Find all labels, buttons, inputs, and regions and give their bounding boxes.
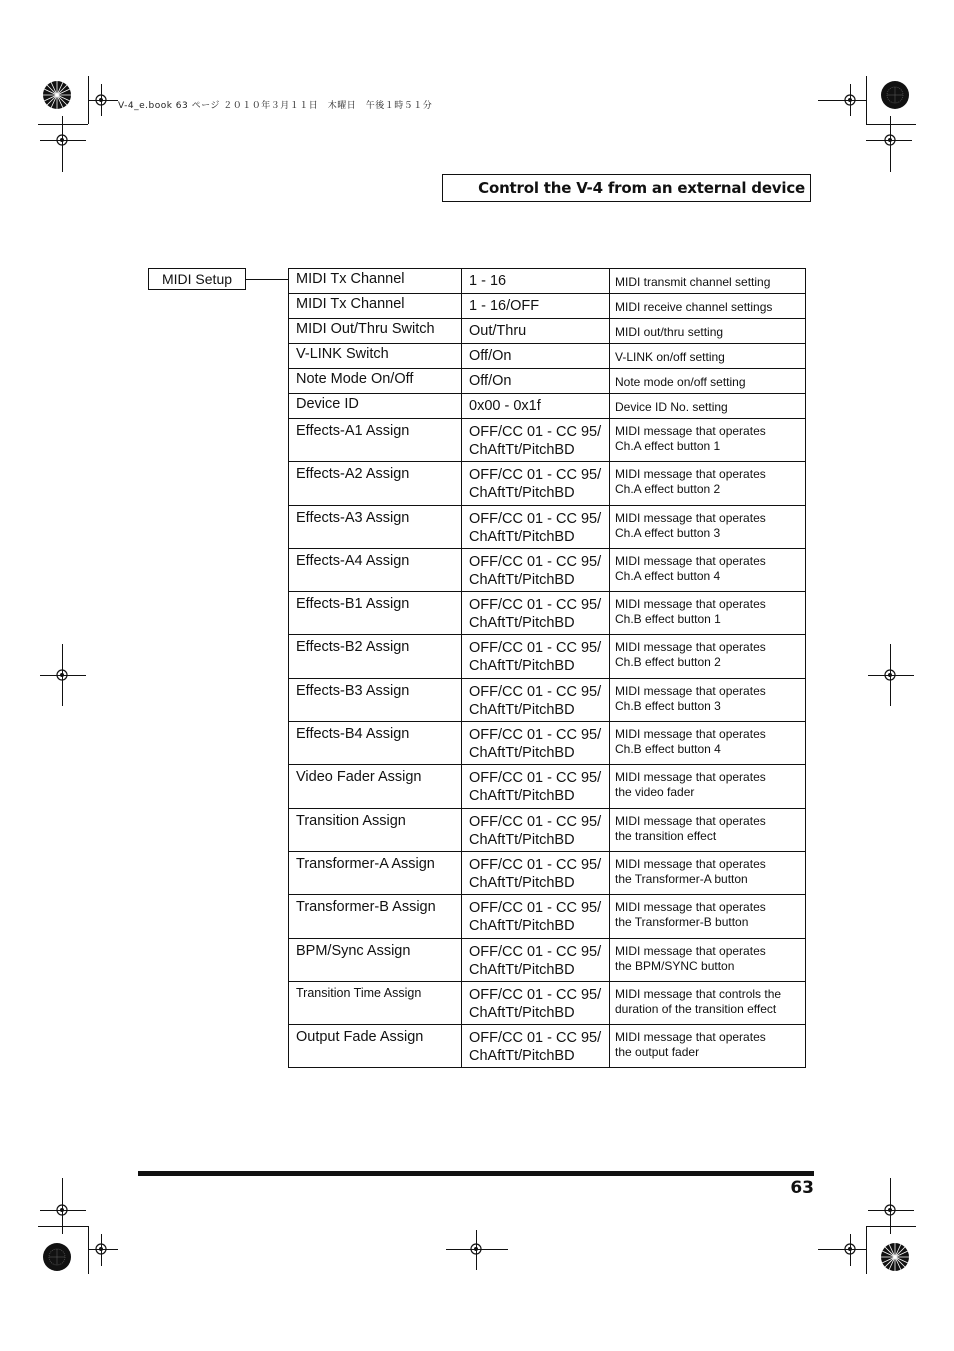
value-range-line: OFF/CC 01 - CC 95/	[469, 770, 602, 787]
value-range-line: ChAftTt/PitchBD	[469, 485, 575, 502]
registration-mark-icon	[54, 132, 70, 148]
table-row	[289, 548, 806, 591]
description	[610, 344, 806, 369]
description	[610, 269, 806, 294]
description-line: MIDI message that operates	[615, 813, 766, 828]
value-range-line: ChAftTt/PitchBD	[469, 658, 575, 675]
value-range-line: ChAftTt/PitchBD	[469, 1004, 575, 1021]
table-row	[289, 765, 806, 808]
registration-mark-icon	[54, 667, 70, 683]
param-name: Transition Assign	[289, 808, 462, 851]
param-name: Effects-B1 Assign	[289, 592, 462, 635]
page-number: 63	[790, 1178, 814, 1198]
table-row	[289, 462, 806, 505]
value-range-line: ChAftTt/PitchBD	[469, 615, 575, 632]
value-range-line: ChAftTt/PitchBD	[469, 528, 575, 545]
value-range-line: OFF/CC 01 - CC 95/	[469, 813, 602, 830]
description-line: the video fader	[615, 785, 695, 800]
description-line: the output fader	[615, 1045, 700, 1060]
description-line: Ch.B effect button 4	[615, 742, 721, 757]
description-line: MIDI message that operates	[615, 510, 766, 525]
value-range-line: OFF/CC 01 - CC 95/	[469, 467, 602, 484]
value-range-line: ChAftTt/PitchBD	[469, 788, 575, 805]
table-row	[289, 592, 806, 635]
value-range	[462, 635, 610, 678]
description-line: the BPM/SYNC button	[615, 958, 735, 973]
value-range	[462, 808, 610, 851]
value-range-line: OFF/CC 01 - CC 95/	[469, 727, 602, 744]
value-range-line: OFF/CC 01 - CC 95/	[469, 1030, 602, 1047]
value-range	[462, 851, 610, 894]
table-row	[289, 895, 806, 938]
table-row	[289, 678, 806, 721]
description-line: the Transformer-A button	[615, 871, 748, 886]
description-line: Ch.B effect button 3	[615, 698, 721, 713]
description-line: the transition effect	[615, 828, 717, 843]
table-row	[289, 294, 806, 319]
value-range-line: OFF/CC 01 - CC 95/	[469, 597, 602, 614]
description	[610, 765, 806, 808]
connector-line	[246, 279, 288, 280]
description-line: MIDI message that operates	[615, 1030, 766, 1045]
description-line: Ch.A effect button 3	[615, 525, 721, 540]
description	[610, 319, 806, 344]
value-range	[462, 548, 610, 591]
table-row	[289, 808, 806, 851]
description-line: MIDI message that operates	[615, 640, 766, 655]
description-line: the Transformer-B button	[615, 915, 749, 930]
description-line: MIDI message that operates	[615, 727, 766, 742]
value-range	[462, 462, 610, 505]
description	[610, 938, 806, 981]
table-row	[289, 369, 806, 394]
param-name: Transformer-B Assign	[289, 895, 462, 938]
param-name: MIDI Tx Channel	[289, 294, 462, 319]
table-row	[289, 1025, 806, 1068]
value-range-line: ChAftTt/PitchBD	[469, 831, 575, 848]
registration-mark-icon	[842, 92, 858, 108]
description-line: MIDI message that controls the	[615, 986, 782, 1001]
value-range-line: ChAftTt/PitchBD	[469, 874, 575, 891]
table-row	[289, 394, 806, 419]
value-range-line: Off/On	[469, 348, 512, 364]
description-line: MIDI transmit channel setting	[615, 275, 771, 289]
param-name: MIDI Tx Channel	[289, 269, 462, 294]
value-range	[462, 765, 610, 808]
description-line: MIDI message that operates	[615, 597, 766, 612]
description	[610, 981, 806, 1024]
value-range-line: OFF/CC 01 - CC 95/	[469, 900, 602, 917]
description-line: Ch.A effect button 1	[615, 439, 721, 453]
menu-label: MIDI Setup	[148, 268, 246, 290]
description-line: Ch.B effect button 1	[615, 612, 721, 627]
param-name: Effects-A4 Assign	[289, 548, 462, 591]
value-range	[462, 269, 610, 294]
description	[610, 419, 806, 462]
value-range	[462, 722, 610, 765]
description	[610, 462, 806, 505]
description-line: Ch.B effect button 2	[615, 655, 721, 670]
description	[610, 635, 806, 678]
registration-mark-icon	[882, 132, 898, 148]
value-range-line: ChAftTt/PitchBD	[469, 442, 575, 458]
description	[610, 548, 806, 591]
value-range-line: OFF/CC 01 - CC 95/	[469, 424, 602, 440]
value-range-line: ChAftTt/PitchBD	[469, 961, 575, 978]
value-range-line: Off/On	[469, 373, 512, 389]
description-line: Ch.A effect button 2	[615, 482, 721, 497]
value-range	[462, 294, 610, 319]
value-range	[462, 895, 610, 938]
description	[610, 722, 806, 765]
param-name: Device ID	[289, 394, 462, 419]
description-line: MIDI message that operates	[615, 943, 766, 958]
description	[610, 895, 806, 938]
param-name: Effects-A1 Assign	[289, 419, 462, 462]
table-row	[289, 851, 806, 894]
description-line: V-LINK on/off setting	[615, 350, 725, 364]
settings-table	[288, 268, 806, 1068]
description-line: MIDI message that operates	[615, 900, 766, 915]
value-range-line: 1 - 16	[469, 273, 507, 289]
param-name: Effects-B3 Assign	[289, 678, 462, 721]
target-circle-icon	[880, 80, 910, 110]
value-range-line: OFF/CC 01 - CC 95/	[469, 553, 602, 570]
registration-mark-icon	[93, 92, 109, 108]
target-circle-icon	[42, 1242, 72, 1272]
value-range	[462, 344, 610, 369]
param-name: Note Mode On/Off	[289, 369, 462, 394]
description-line: MIDI receive channel settings	[615, 300, 773, 314]
description	[610, 505, 806, 548]
value-range-line: ChAftTt/PitchBD	[469, 701, 575, 718]
param-name: Video Fader Assign	[289, 765, 462, 808]
description-line: Note mode on/off setting	[615, 375, 746, 389]
registration-mark-icon	[842, 1241, 858, 1257]
param-name: Effects-B4 Assign	[289, 722, 462, 765]
description	[610, 678, 806, 721]
table-row	[289, 938, 806, 981]
param-name: Effects-B2 Assign	[289, 635, 462, 678]
value-range-line: ChAftTt/PitchBD	[469, 571, 575, 588]
registration-mark-icon	[882, 1202, 898, 1218]
description	[610, 592, 806, 635]
description-line: Device ID No. setting	[615, 400, 728, 414]
registration-mark-icon	[54, 1202, 70, 1218]
table-row	[289, 722, 806, 765]
value-range-line: OFF/CC 01 - CC 95/	[469, 856, 602, 873]
value-range-line: 1 - 16/OFF	[469, 298, 540, 314]
starburst-target-icon	[42, 80, 72, 110]
description-line: MIDI message that operates	[615, 467, 766, 482]
table-row	[289, 635, 806, 678]
value-range	[462, 369, 610, 394]
table-row	[289, 319, 806, 344]
registration-mark-icon	[468, 1241, 484, 1257]
value-range	[462, 678, 610, 721]
param-name: Effects-A3 Assign	[289, 505, 462, 548]
value-range-line: OFF/CC 01 - CC 95/	[469, 943, 602, 960]
value-range-line: ChAftTt/PitchBD	[469, 745, 575, 762]
value-range	[462, 394, 610, 419]
param-name: V-LINK Switch	[289, 344, 462, 369]
value-range-line: OFF/CC 01 - CC 95/	[469, 510, 602, 527]
param-name: Transformer-A Assign	[289, 851, 462, 894]
settings-table-body	[289, 269, 806, 1068]
footer-rule	[138, 1171, 814, 1176]
param-name: Effects-A2 Assign	[289, 462, 462, 505]
value-range-line: OFF/CC 01 - CC 95/	[469, 683, 602, 700]
param-name: Transition Time Assign	[289, 981, 462, 1024]
value-range-line: 0x00 - 0x1f	[469, 398, 541, 414]
table-row	[289, 981, 806, 1024]
description-line: MIDI message that operates	[615, 856, 766, 871]
value-range-line: ChAftTt/PitchBD	[469, 1048, 575, 1065]
table-row	[289, 344, 806, 369]
value-range	[462, 505, 610, 548]
param-name: BPM/Sync Assign	[289, 938, 462, 981]
description	[610, 394, 806, 419]
value-range	[462, 1025, 610, 1068]
value-range	[462, 592, 610, 635]
starburst-target-icon	[880, 1242, 910, 1272]
value-range-line: Out/Thru	[469, 323, 527, 339]
registration-mark-icon	[882, 667, 898, 683]
description	[610, 851, 806, 894]
description-line: Ch.A effect button 4	[615, 568, 721, 583]
description-line: MIDI out/thru setting	[615, 325, 724, 339]
value-range-line: OFF/CC 01 - CC 95/	[469, 640, 602, 657]
description	[610, 1025, 806, 1068]
print-header: V-4_e.book 63 ページ ２０１０年３月１１日 木曜日 午後１時５１分	[118, 101, 433, 111]
table-row	[289, 505, 806, 548]
value-range	[462, 319, 610, 344]
value-range	[462, 938, 610, 981]
registration-mark-icon	[93, 1241, 109, 1257]
value-range	[462, 981, 610, 1024]
value-range-line: ChAftTt/PitchBD	[469, 918, 575, 935]
description	[610, 294, 806, 319]
table-row	[289, 419, 806, 462]
section-title: Control the V-4 from an external device	[442, 174, 811, 202]
description	[610, 369, 806, 394]
description-line: MIDI message that operates	[615, 424, 766, 438]
description-line: MIDI message that operates	[615, 683, 766, 698]
description-line: duration of the transition effect	[615, 1001, 777, 1016]
param-name: Output Fade Assign	[289, 1025, 462, 1068]
description	[610, 808, 806, 851]
description-line: MIDI message that operates	[615, 770, 766, 785]
value-range-line: OFF/CC 01 - CC 95/	[469, 986, 602, 1003]
table-row	[289, 269, 806, 294]
value-range	[462, 419, 610, 462]
param-name: MIDI Out/Thru Switch	[289, 319, 462, 344]
description-line: MIDI message that operates	[615, 553, 766, 568]
